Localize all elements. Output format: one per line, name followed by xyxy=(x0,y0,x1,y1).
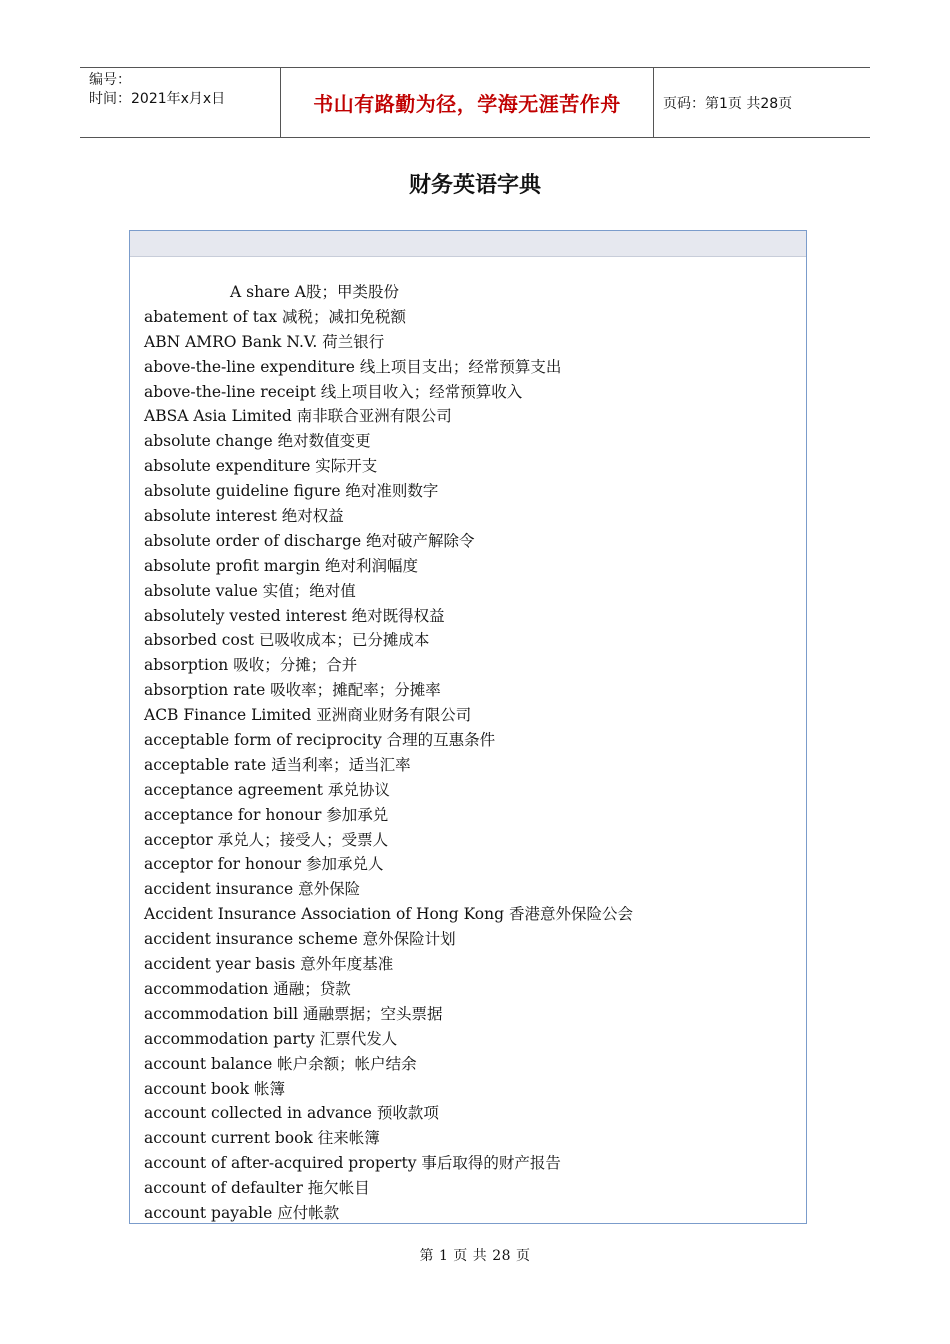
page-footer: 第 1 页 共 28 页 xyxy=(419,1248,531,1264)
glossary-entry: account of defaulter 拖欠帐目 xyxy=(144,1179,370,1198)
document-title: 财务英语字典 xyxy=(408,173,541,198)
glossary-entry: account collected in advance 预收款项 xyxy=(144,1104,439,1123)
glossary-entry: absolute interest 绝对权益 xyxy=(144,507,344,526)
document-date: 时间：2021年x月x日 xyxy=(89,91,226,107)
glossary-entry: acceptable form of reciprocity 合理的互惠条件 xyxy=(144,731,496,750)
glossary-entry: acceptor 承兑人；接受人；受票人 xyxy=(144,830,389,849)
glossary-entry: account balance 帐户余额；帐户结余 xyxy=(144,1054,417,1073)
glossary-entry-list xyxy=(144,280,796,1226)
glossary-entry: acceptance agreement 承兑协议 xyxy=(144,780,390,799)
glossary-entry: A share A股；甲类股份 xyxy=(230,283,400,301)
glossary-entry: acceptable rate 适当利率；适当汇率 xyxy=(144,755,411,774)
glossary-box xyxy=(129,230,807,1224)
glossary-entry: absorption rate 吸收率；摊配率；分摊率 xyxy=(144,681,441,700)
glossary-entry: accommodation 通融；贷款 xyxy=(144,979,351,998)
glossary-entry: abatement of tax 减税；减扣免税额 xyxy=(144,307,406,326)
glossary-entry: absolute profit margin 绝对利润幅度 xyxy=(144,556,419,575)
glossary-entry: account payable 应付帐款 xyxy=(144,1203,340,1222)
header-page-info: 页码：第1页 共28页 xyxy=(663,95,793,112)
glossary-entry: ACB Finance Limited 亚洲商业财务有限公司 xyxy=(144,706,472,725)
glossary-entry: above-the-line receipt 线上项目收入；经常预算收入 xyxy=(144,382,523,401)
glossary-entry: absolute expenditure 实际开支 xyxy=(144,457,378,476)
header-meta xyxy=(80,68,281,137)
glossary-entry: acceptor for honour 参加承兑人 xyxy=(144,855,384,874)
glossary-entry: absolute order of discharge 绝对破产解除令 xyxy=(144,531,475,550)
document-number-label: 编号： xyxy=(89,72,131,88)
glossary-entry: above-the-line expenditure 线上项目支出；经常预算支出 xyxy=(144,357,562,376)
glossary-entry: account current book 往来帐簿 xyxy=(144,1129,380,1148)
glossary-entry: ABSA Asia Limited 南非联合亚洲有限公司 xyxy=(144,407,452,426)
glossary-entry: Accident Insurance Association of Hong Kong 香港意外保险公会 xyxy=(144,905,633,924)
glossary-entry: absolute guideline figure 绝对准则数字 xyxy=(144,482,439,501)
glossary-entry: account book 帐簿 xyxy=(144,1079,285,1098)
glossary-entry: absorption 吸收；分摊；合并 xyxy=(144,656,358,675)
glossary-entry: ABN AMRO Bank N.V. 荷兰银行 xyxy=(144,332,385,351)
glossary-entry: absolute change 绝对数值变更 xyxy=(144,432,371,451)
header-motto: 书山有路勤为径，学海无涯苦作舟 xyxy=(281,68,654,137)
glossary-entry: accident year basis 意外年度基准 xyxy=(144,955,394,974)
glossary-entry: accommodation party 汇票代发人 xyxy=(144,1029,398,1048)
glossary-entry: acceptance for honour 参加承兑 xyxy=(144,805,389,824)
glossary-entry: absolute value 实值；绝对值 xyxy=(144,581,356,600)
glossary-entry: accommodation bill 通融票据；空头票据 xyxy=(144,1004,443,1023)
page-header xyxy=(80,67,870,138)
glossary-entry: account of after-acquired property 事后取得的财产报告 xyxy=(144,1154,561,1173)
glossary-entry: accident insurance scheme 意外保险计划 xyxy=(144,930,456,949)
glossary-box-header-bar xyxy=(130,231,806,257)
glossary-entry: absorbed cost 已吸收成本；已分摊成本 xyxy=(144,631,430,650)
glossary-entry: absolutely vested interest 绝对既得权益 xyxy=(144,606,445,625)
glossary-entry: accident insurance 意外保险 xyxy=(144,880,361,899)
